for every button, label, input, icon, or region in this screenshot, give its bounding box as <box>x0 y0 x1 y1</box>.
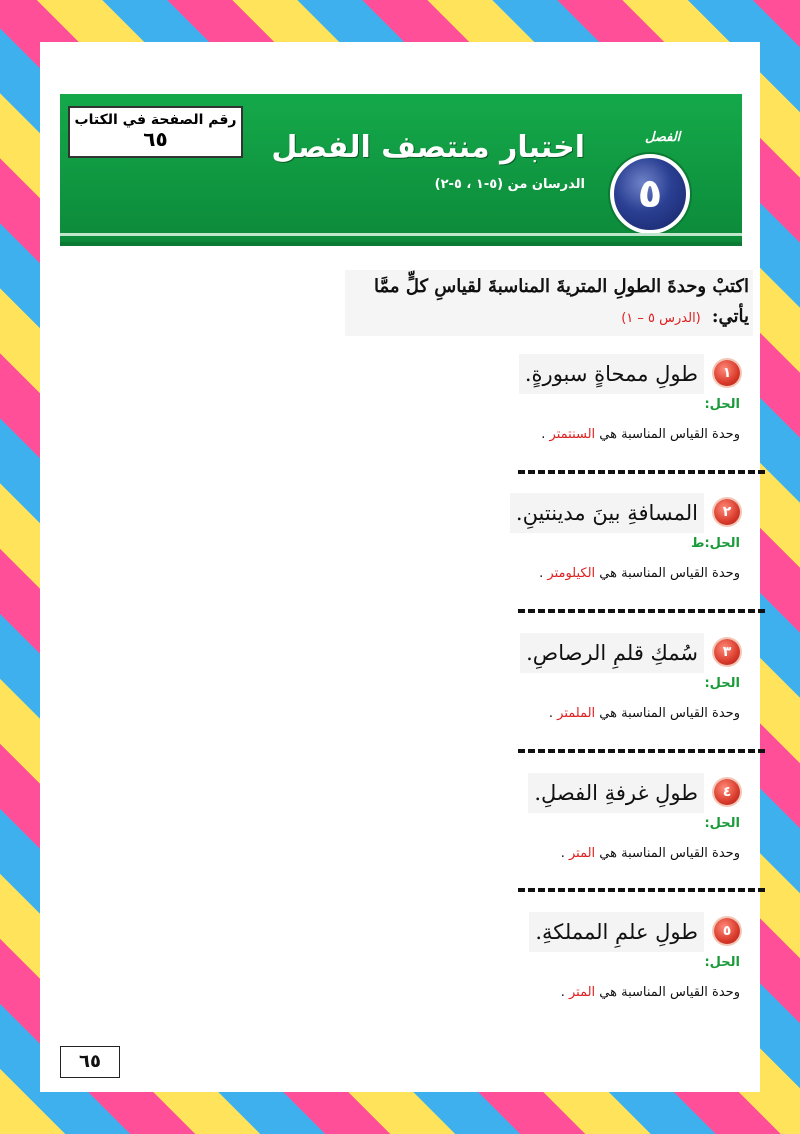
question-number-badge: ٤ <box>714 779 740 805</box>
solution-prefix: وحدة القياس المناسبة هي <box>595 427 740 442</box>
chapter-banner <box>60 94 742 246</box>
question-text: طولِ ممحاةٍ سبورةٍ. <box>519 354 704 394</box>
solution-text <box>60 978 740 1008</box>
question-5 <box>60 912 740 1008</box>
solution-label: الحل: <box>704 816 740 831</box>
instruction-line-2-row <box>349 302 749 334</box>
question-2 <box>60 493 740 589</box>
book-page-reference-number: ٦٥ <box>143 127 168 151</box>
question-4 <box>60 773 740 869</box>
solution-label: الحل: <box>704 955 740 970</box>
instruction-line-2: يأتي: <box>711 306 749 327</box>
solution-text <box>60 559 740 589</box>
page-title: اختبار منتصف الفصل <box>271 130 585 165</box>
dashed-divider <box>518 609 768 613</box>
chapter-word: الفصل <box>645 130 681 145</box>
solution-prefix: وحدة القياس المناسبة هي <box>595 846 740 861</box>
question-number-badge: ٣ <box>714 639 740 665</box>
solution-unit: الملمتر <box>557 706 596 721</box>
dashed-divider <box>518 749 768 753</box>
solution-suffix: . <box>560 985 569 1000</box>
dashed-divider <box>518 470 768 474</box>
solution-unit: السنتمتر <box>549 427 596 442</box>
solution-label: الحل:ط <box>690 536 740 551</box>
dashed-divider <box>518 888 768 892</box>
solution-text <box>60 420 740 450</box>
solution-suffix: . <box>539 566 548 581</box>
book-page-reference-box <box>68 106 243 158</box>
solution-suffix: . <box>548 706 558 721</box>
question-text: طولِ غرفةِ الفصلِ. <box>528 773 704 813</box>
instruction-line-1: اكتبْ وحدةَ الطولِ المتريةَ المناسبةَ لقياسِ كلٍّ ممَّا <box>374 276 749 297</box>
solution-text <box>60 699 740 729</box>
question-3 <box>60 633 740 729</box>
solution-label: الحل: <box>704 397 740 412</box>
question-number-badge: ١ <box>714 360 740 386</box>
solution-label: الحل: <box>704 676 740 691</box>
question-text: طولِ علمِ المملكةِ. <box>529 912 704 952</box>
solution-prefix: وحدة القياس المناسبة هي <box>595 566 740 581</box>
question-text: المسافةِ بينَ مدينتينِ. <box>510 493 704 533</box>
solution-suffix: . <box>560 846 569 861</box>
question-1 <box>60 354 740 450</box>
page-number: ٦٥ <box>60 1046 120 1078</box>
solution-prefix: وحدة القياس المناسبة هي <box>595 706 740 721</box>
lessons-subtitle: الدرسان من (٥-١ ، ٥-٢) <box>434 177 585 192</box>
chapter-number-badge: ٥ <box>610 154 690 234</box>
question-number-badge: ٢ <box>714 499 740 525</box>
question-text: سُمكِ قلمِ الرصاصِ. <box>520 633 704 673</box>
worksheet-page <box>40 42 760 1092</box>
solution-unit: المتر <box>568 985 596 1000</box>
solution-prefix: وحدة القياس المناسبة هي <box>595 985 740 1000</box>
solution-unit: الكيلومتر <box>547 566 596 581</box>
banner-stripe <box>60 233 742 236</box>
book-page-reference-label: رقم الصفحة في الكتاب <box>74 112 237 128</box>
lesson-reference: (الدرس ٥ – ١) <box>621 311 701 326</box>
solution-text <box>60 839 740 869</box>
instruction <box>345 270 753 336</box>
solution-suffix: . <box>541 427 550 442</box>
question-number-badge: ٥ <box>714 918 740 944</box>
solution-unit: المتر <box>568 846 596 861</box>
